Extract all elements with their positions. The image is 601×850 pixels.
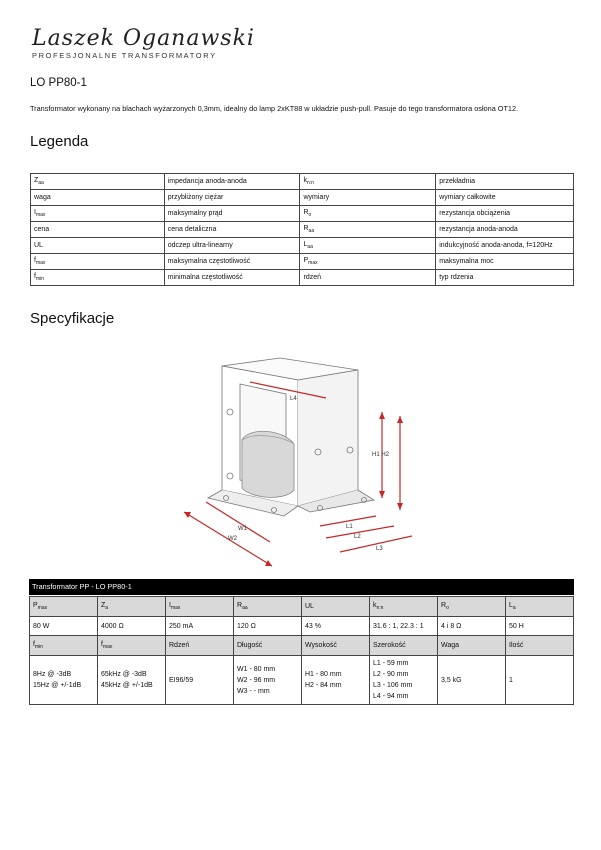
spec-value-line: 8Hz @ -3dB bbox=[33, 671, 72, 678]
dim-label-h: H1 H2 bbox=[372, 452, 390, 458]
spec-header-row bbox=[30, 597, 574, 617]
legend-row bbox=[31, 190, 574, 206]
spec-value-line: 1 bbox=[509, 676, 513, 684]
legend-symbol: $P_{max}$ bbox=[300, 254, 436, 270]
spec-value-row bbox=[30, 617, 574, 636]
spec-table-header: Transformator PP - LO PP80-1 bbox=[29, 579, 574, 595]
spec-value-line: L2 - 90 mm bbox=[373, 671, 409, 678]
spec-header-cell: Wysokość bbox=[302, 636, 370, 656]
spec-value-line: W2 - 96 mm bbox=[237, 676, 276, 684]
spec-header-cell: $L_a$ bbox=[506, 597, 574, 617]
legend-description: cena detaliczna bbox=[164, 222, 300, 238]
spec-value-line: 15Hz @ +/-1dB bbox=[33, 682, 82, 689]
spec-value-cell bbox=[166, 656, 234, 705]
spec-value-line: W3 - - mm bbox=[237, 687, 270, 695]
legend-description: maksymalna częstotliwość bbox=[164, 254, 300, 270]
legend-table bbox=[30, 173, 574, 286]
spec-value-cell bbox=[30, 656, 98, 705]
dim-label-l2: L2 bbox=[354, 534, 361, 540]
spec-header-cell: $k_{n:n}$ bbox=[370, 597, 438, 617]
legend-description: odczep ultra-linearny bbox=[164, 238, 300, 254]
product-title: LO PP80-1 bbox=[30, 77, 87, 89]
legend-description: maksymalna moc bbox=[436, 254, 574, 270]
spec-value-line: L4 - 94 mm bbox=[373, 693, 409, 700]
legend-symbol: $L_{aa}$ bbox=[300, 238, 436, 254]
spec-header-cell: $Z_a$ bbox=[98, 597, 166, 617]
spec-value-row bbox=[30, 656, 574, 705]
legend-description: przekładnia bbox=[436, 174, 574, 190]
spec-value-cell: 50 H bbox=[506, 617, 574, 636]
legend-symbol: wymiary bbox=[300, 190, 436, 206]
spec-value-cell: 80 W bbox=[30, 617, 98, 636]
transformer-drawing bbox=[150, 340, 420, 572]
logo-subtitle: PROFESJONALNE TRANSFORMATORY bbox=[32, 51, 217, 60]
spec-header-cell: Rdzeń bbox=[166, 636, 234, 656]
spec-header-cell: $f_{min}$ bbox=[30, 636, 98, 656]
dim-label-l1: L1 bbox=[346, 524, 353, 530]
dim-label-w2: W2 bbox=[228, 536, 237, 542]
spec-value-cell bbox=[98, 656, 166, 705]
legend-symbol: $k_{n:n}$ bbox=[300, 174, 436, 190]
legend-description: impedancja anoda-anoda bbox=[164, 174, 300, 190]
spec-value-cell bbox=[234, 656, 302, 705]
legend-symbol: $f_{max}$ bbox=[31, 254, 165, 270]
legend-description: indukcyjność anoda-anoda, f=120Hz bbox=[436, 238, 574, 254]
legend-row bbox=[31, 254, 574, 270]
spec-header-cell: Długość bbox=[234, 636, 302, 656]
spec-heading: Specyfikacje bbox=[30, 310, 115, 327]
spec-value-line: 3,5 kG bbox=[441, 676, 462, 684]
spec-value-line: W1 - 80 mm bbox=[237, 665, 276, 673]
legend-description: przybliżony ciężar bbox=[164, 190, 300, 206]
spec-value-line: L3 - 106 mm bbox=[373, 682, 413, 689]
spec-value-line: H2 - 84 mm bbox=[305, 682, 342, 689]
spec-value-cell bbox=[506, 656, 574, 705]
legend-symbol: waga bbox=[31, 190, 165, 206]
dim-label-l4: L4 bbox=[290, 396, 297, 402]
legend-row bbox=[31, 174, 574, 190]
spec-table bbox=[29, 596, 574, 705]
legend-symbol: $f_{min}$ bbox=[31, 270, 165, 286]
spec-header-cell: Waga bbox=[438, 636, 506, 656]
spec-value-line: L1 - 59 mm bbox=[373, 660, 409, 667]
spec-value-cell: 31.6 : 1, 22.3 : 1 bbox=[370, 617, 438, 636]
legend-description: typ rdzenia bbox=[436, 270, 574, 286]
legend-symbol: rdzeń bbox=[300, 270, 436, 286]
legend-symbol: $R_{aa}$ bbox=[300, 222, 436, 238]
spec-value-cell bbox=[370, 656, 438, 705]
logo-script-text: Laszek Oganawski bbox=[32, 26, 255, 51]
spec-header-cell: $f_{max}$ bbox=[98, 636, 166, 656]
spec-header-row bbox=[30, 636, 574, 656]
legend-row bbox=[31, 270, 574, 286]
legend-description: minimalna częstotliwość bbox=[164, 270, 300, 286]
legend-description: rezystancja anoda-anoda bbox=[436, 222, 574, 238]
spec-value-cell: 250 mA bbox=[166, 617, 234, 636]
legend-row bbox=[31, 222, 574, 238]
spec-value-cell bbox=[438, 656, 506, 705]
legend-description: maksymalny prąd bbox=[164, 206, 300, 222]
spec-header-cell: $P_{max}$ bbox=[30, 597, 98, 617]
spec-header-cell: Szerokość bbox=[370, 636, 438, 656]
spec-value-line: EI96/59 bbox=[169, 676, 194, 684]
spec-value-line: H1 - 80 mm bbox=[305, 671, 342, 678]
spec-header-cell: $R_{aa}$ bbox=[234, 597, 302, 617]
spec-header-cell: Ilość bbox=[506, 636, 574, 656]
dim-label-l3: L3 bbox=[376, 546, 383, 552]
legend-heading: Legenda bbox=[30, 133, 89, 150]
legend-symbol: cena bbox=[31, 222, 165, 238]
spec-value-cell: 4 i 8 Ω bbox=[438, 617, 506, 636]
legend-symbol: $Z_{aa}$ bbox=[31, 174, 165, 190]
spec-value-cell: 43 % bbox=[302, 617, 370, 636]
legend-description: rezystancja obciążenia bbox=[436, 206, 574, 222]
dim-label-w1: W1 bbox=[238, 526, 247, 532]
legend-symbol: UL bbox=[31, 238, 165, 254]
spec-header-cell: $I_{max}$ bbox=[166, 597, 234, 617]
legend-row bbox=[31, 238, 574, 254]
spec-value-cell bbox=[302, 656, 370, 705]
spec-value-cell: 4000 Ω bbox=[98, 617, 166, 636]
spec-value-line: 45kHz @ +/-1dB bbox=[101, 682, 153, 689]
legend-description: wymiary całkowite bbox=[436, 190, 574, 206]
legend-row bbox=[31, 206, 574, 222]
legend-symbol: $R_o$ bbox=[300, 206, 436, 222]
spec-header-cell: $R_o$ bbox=[438, 597, 506, 617]
spec-value-line: 65kHz @ -3dB bbox=[101, 671, 147, 678]
spec-value-cell: 120 Ω bbox=[234, 617, 302, 636]
company-logo bbox=[32, 28, 255, 60]
spec-header-cell: UL bbox=[302, 597, 370, 617]
product-description: Transformator wykonany na blachach wyżarzonych 0,3mm, idealny do lamp 2xKT88 w układzie push-pull. Pasuje do tego transformatora osłona OT12. bbox=[30, 104, 519, 113]
legend-symbol: $I_{max}$ bbox=[31, 206, 165, 222]
